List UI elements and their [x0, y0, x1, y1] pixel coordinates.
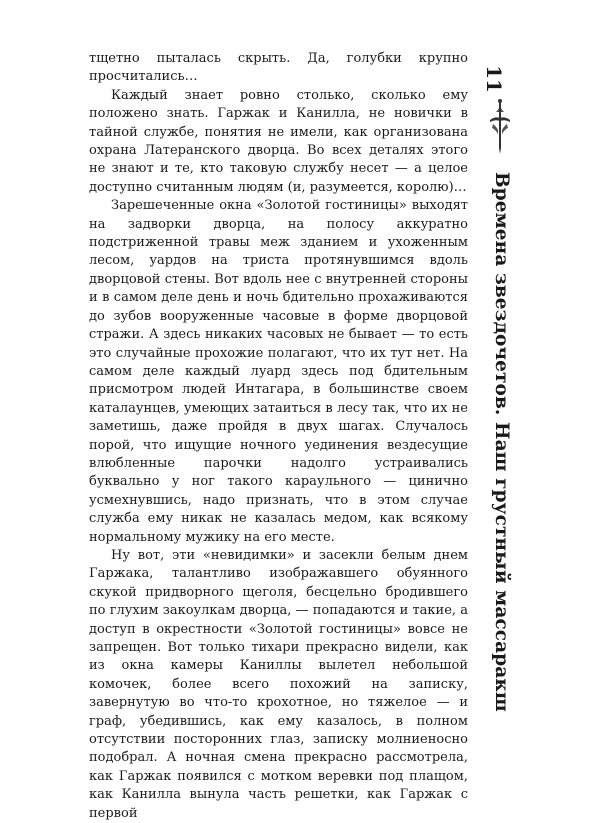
paragraph-3: Зарешеченные окна «Золотой гостиницы» выходят на задворки дворца, на полосу аккуратно подстриженной травы меж зданием и ухоженным лесом, уардов на триста протянувшимся вдоль дворцовой стены. Вот вдоль нее с внутренней стороны и в самом деле день и ночь бдительно прохаживаются до зубов вооруженные часовые в форме дворцовой стражи. А здесь никаких часовых не бывает — то есть это случайные прохожие полагают, что их тут нет. На самом деле каждый луард здесь под бдительным присмотром людей Интагара, в большинстве своем каталаунцев, умеющих затаиться в лесу так, что их не заметишь, даже пройдя в двух шагах. Случалось порой, что ищущие ночного уединения вездесущие влюбленные парочки надолго устраивались буквально у ног такого караульного — цинично усмехнувшись, надо признать, что в этом случае служба ему никак не казалась медом, как всякому нормальному мужику на его месте. [89, 198, 468, 545]
page-number: 11 [482, 65, 506, 93]
running-title: Времена звездочетов. Наш грустный массаракш [491, 172, 512, 712]
paragraph-1: тщетно пыталась скрыть. Да, голубки крупно просчитались… [89, 51, 468, 85]
sword-icon [487, 98, 513, 158]
body-text [89, 50, 468, 823]
paragraph-4: Ну вот, эти «невидимки» и засекли белым днем Гаржака, талантливо изображавшего обуянного скукой придворного щеголя, бесцельно бродившего по глухим закоулкам дворца, — попадаются и такие, а доступ в окрестности «Золотой гостиницы» вовсе не запрещен. Вот только тихари прекрасно видели, как из окна камеры Каниллы вылетел небольшой комочек, более всего похожий на записку, завернутую во что-то крохотное, но тяжелое — и граф, убедившись, как ему казалось, в полном отсутствии посторонних глаз, записку молниеносно подобрал. А ночная смена прекрасно рассмотрела, как Гаржак появился с мотком веревки под плащом, как Канилла вынула часть решетки, как Гаржак с первой [89, 547, 468, 821]
paragraph-2: Каждый знает ровно столько, сколько ему положено знать. Гаржак и Канилла, не новички в тайной службе, понятия не имели, как организована охрана Латеранского дворца. Во всех деталях этого не знают и те, кто таковую службу несет — а целое доступно считанным людям (и, разумеется, королю)… [89, 87, 468, 195]
